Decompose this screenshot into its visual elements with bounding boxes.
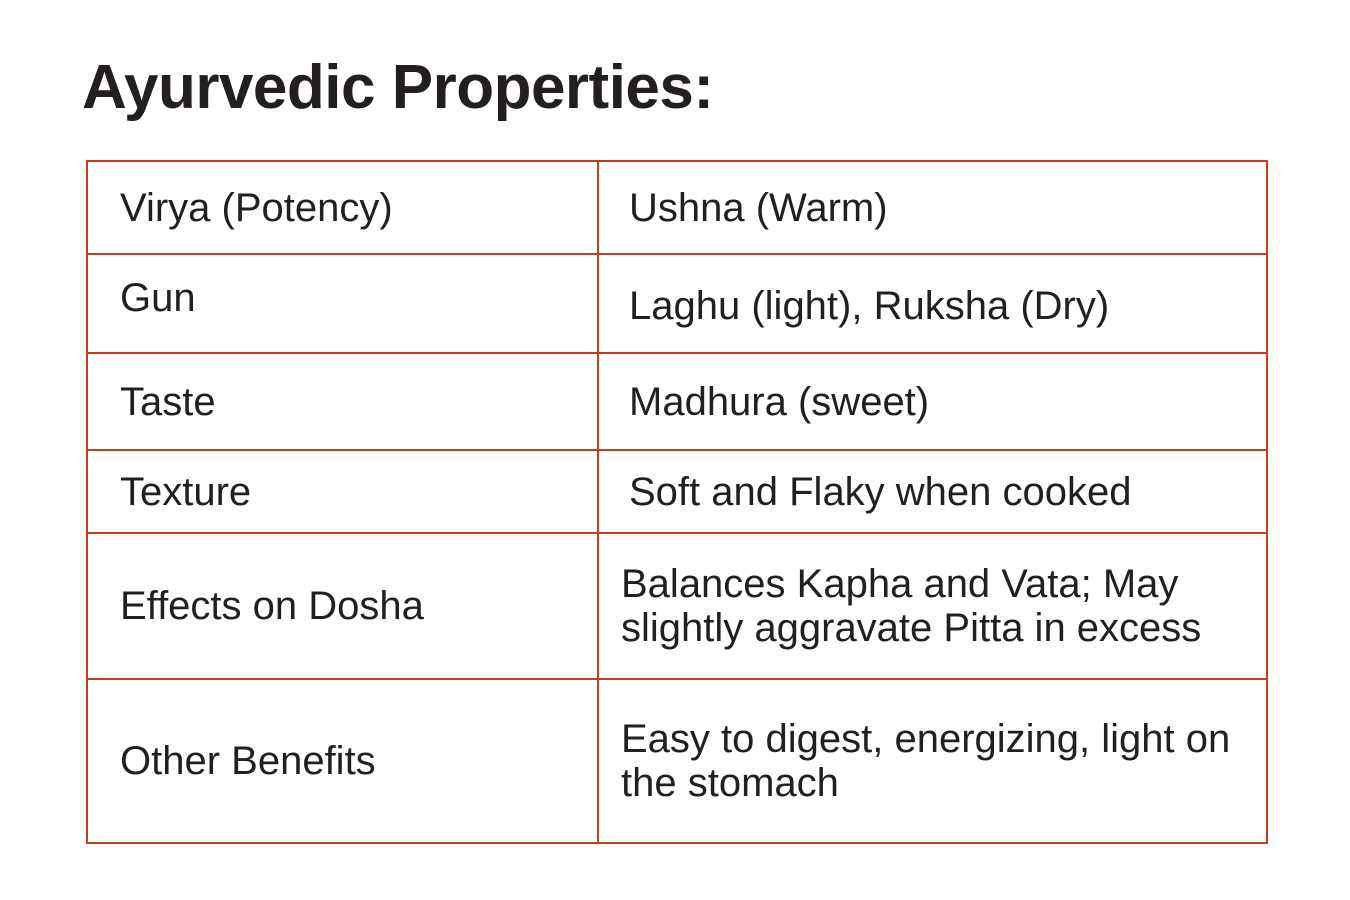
table-row	[87, 353, 1267, 450]
table-row	[87, 679, 1267, 843]
table-row	[87, 254, 1267, 353]
property-value-cell: Soft and Flaky when cooked	[598, 450, 1267, 533]
property-value-cell: Laghu (light), Ruksha (Dry)	[598, 254, 1267, 353]
table-row	[87, 450, 1267, 533]
property-name-cell: Taste	[87, 353, 598, 450]
table-row	[87, 161, 1267, 254]
property-name-cell: Virya (Potency)	[87, 161, 598, 254]
property-value-cell: Ushna (Warm)	[598, 161, 1267, 254]
property-value-cell: Madhura (sweet)	[598, 353, 1267, 450]
property-value-cell: Balances Kapha and Vata; May slightly aggravate Pitta in excess	[598, 533, 1267, 679]
property-name-cell: Gun	[87, 254, 598, 353]
ayurvedic-properties-table	[86, 160, 1268, 844]
property-name-cell: Other Benefits	[87, 679, 598, 843]
table-row	[87, 533, 1267, 679]
property-value-cell: Easy to digest, energizing, light on the stomach	[598, 679, 1267, 843]
property-name-cell: Texture	[87, 450, 598, 533]
property-name-cell: Effects on Dosha	[87, 533, 598, 679]
page-title: Ayurvedic Properties:	[82, 53, 714, 122]
